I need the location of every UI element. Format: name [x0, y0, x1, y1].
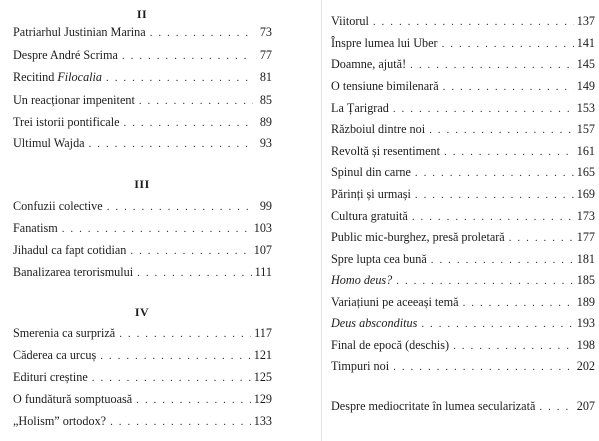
toc-entry[interactable] [331, 56, 595, 73]
toc-entry[interactable] [13, 114, 272, 131]
toc-entry-page: 207 [576, 399, 595, 413]
toc-entry[interactable] [13, 391, 272, 408]
toc-entry-title: Spre lupta cea bună [331, 252, 427, 266]
dot-leader [107, 199, 253, 216]
toc-entry-page: 121 [253, 348, 272, 362]
toc-entry-page: 181 [576, 252, 595, 266]
dot-leader [100, 348, 250, 365]
page-gutter [321, 0, 322, 441]
dot-leader [443, 79, 574, 96]
toc-entry[interactable] [331, 358, 595, 375]
dot-leader [442, 36, 574, 53]
dot-leader [444, 144, 574, 161]
dot-leader [453, 338, 574, 355]
toc-entry[interactable] [13, 69, 272, 86]
toc-entry-page: 77 [259, 48, 272, 62]
toc-entry-page: 153 [576, 101, 595, 115]
dot-leader [421, 316, 573, 333]
toc-entry-page: 85 [259, 93, 272, 107]
toc-entry[interactable] [331, 251, 595, 268]
toc-entry-page: 81 [259, 70, 272, 84]
toc-entry-title: Jihadul ca fapt cotidian [13, 243, 127, 257]
toc-entry[interactable] [13, 264, 272, 281]
toc-entry-page: 202 [576, 359, 595, 373]
toc-entry-title: Fanatism [13, 221, 58, 235]
dot-leader [415, 187, 574, 204]
toc-entry-page: 125 [253, 370, 272, 384]
toc-entry[interactable] [331, 315, 595, 332]
toc-entry-page: 149 [576, 79, 595, 93]
toc-entry-title: Deus absconditus [331, 316, 418, 330]
toc-entry[interactable] [331, 35, 595, 52]
toc-entry[interactable] [331, 272, 595, 289]
toc-entry[interactable] [13, 413, 272, 430]
toc-entry-title: Despre André Scrima [13, 48, 118, 62]
toc-entry-title: O tensiune bimilenară [331, 79, 439, 93]
toc-entry-title: La Țarigrad [331, 101, 389, 115]
dot-leader [412, 209, 574, 226]
toc-entry[interactable] [331, 208, 595, 225]
toc-entry-title: Confuzii colective [13, 199, 103, 213]
toc-entry-page: 198 [576, 338, 595, 352]
toc-entry-page: 193 [576, 316, 595, 330]
toc-entry[interactable] [13, 242, 272, 259]
toc-entry-page: 189 [576, 295, 595, 309]
toc-entry[interactable] [331, 100, 595, 117]
toc-entry[interactable] [331, 229, 595, 246]
toc-entry[interactable] [331, 143, 595, 160]
toc-entry-page: 165 [576, 165, 595, 179]
dot-leader [130, 243, 250, 260]
toc-entry-page: 185 [576, 273, 595, 287]
dot-leader [124, 115, 253, 132]
dot-leader [106, 70, 253, 87]
toc-entry[interactable] [331, 13, 595, 30]
toc-entry-title: Homo deus? [331, 273, 393, 287]
toc-entry[interactable] [331, 337, 595, 354]
toc-entry-title: Doamne, ajută! [331, 57, 407, 71]
toc-entry[interactable] [13, 220, 272, 237]
dot-leader [393, 101, 574, 118]
dot-leader [110, 414, 251, 431]
toc-entry-title: Revoltă și resentiment [331, 144, 440, 158]
section-heading-iii: III [134, 177, 150, 191]
toc-entry[interactable] [13, 47, 272, 64]
toc-entry-page: 89 [259, 115, 272, 129]
toc-entry-page: 157 [576, 122, 595, 136]
toc-entry-title: Smerenia ca surpriză [13, 326, 116, 340]
toc-entry-page: 73 [259, 25, 272, 39]
toc-entry-title: Cultura gratuită [331, 209, 408, 223]
dot-leader [509, 230, 574, 247]
toc-entry-title-italic: Filocalia [57, 70, 103, 84]
dot-leader [393, 359, 574, 376]
toc-entry[interactable] [13, 24, 272, 41]
dot-leader [396, 273, 573, 290]
toc-entry-page: 103 [253, 221, 272, 235]
toc-entry-title [13, 69, 102, 86]
toc-entry-title: Variațiuni pe aceeași temă [331, 295, 459, 309]
toc-entry-page: 145 [576, 57, 595, 71]
toc-entry-title: Final de epocă (deschis) [331, 338, 450, 352]
toc-entry[interactable] [13, 347, 272, 364]
toc-entry-title: Viitorul [331, 14, 369, 28]
toc-entry[interactable] [13, 198, 272, 215]
toc-entry-page: 117 [254, 326, 272, 340]
dot-leader [137, 265, 251, 282]
toc-entry[interactable] [331, 78, 595, 95]
toc-entry-title: „Holism” ortodox? [13, 414, 107, 428]
section-heading-ii: II [136, 7, 148, 21]
dot-leader [136, 392, 251, 409]
toc-entry-title: Războiul dintre noi [331, 122, 426, 136]
toc-entry-title: Un reacționar impenitent [13, 93, 135, 107]
toc-entry[interactable] [331, 164, 595, 181]
dot-leader [139, 93, 253, 110]
toc-entry[interactable] [331, 121, 595, 138]
toc-entry-page: 129 [253, 392, 272, 406]
toc-entry-title: Căderea ca urcuș [13, 348, 97, 362]
dot-leader [122, 48, 253, 65]
toc-entry[interactable] [13, 369, 272, 386]
toc-entry-page: 177 [576, 230, 595, 244]
dot-leader [373, 14, 574, 31]
dot-leader [89, 136, 253, 153]
toc-entry-title: Despre mediocritate în lumea secularizată [331, 399, 536, 413]
toc-entry-title: Banalizarea terorismului [13, 265, 134, 279]
toc-entry-page: 93 [259, 136, 272, 150]
toc-entry-page: 99 [259, 199, 272, 213]
toc-entry-title: Înspre lumea lui Uber [331, 36, 438, 50]
toc-entry-page: 169 [576, 187, 595, 201]
toc-entry-page: 173 [576, 209, 595, 223]
toc-entry-title: Spinul din carne [331, 165, 411, 179]
toc-entry-title: Părinți și urmași [331, 187, 411, 201]
toc-entry-title: Timpuri noi [331, 359, 390, 373]
toc-entry-page: 141 [576, 36, 595, 50]
dot-leader [539, 399, 573, 416]
toc-entry-title: Ultimul Wajda [13, 136, 85, 150]
toc-entry-page: 107 [253, 243, 272, 257]
toc-entry-title-prefix: Recitind [13, 70, 58, 84]
dot-leader [150, 25, 253, 42]
toc-entry-title: Edituri creștine [13, 370, 88, 384]
dot-leader [92, 370, 251, 387]
dot-leader [415, 165, 574, 182]
dot-leader [431, 252, 574, 269]
toc-entry-page: 111 [254, 265, 272, 279]
toc-entry-page: 137 [576, 14, 595, 28]
toc-entry[interactable] [331, 186, 595, 203]
toc-entry-page: 133 [253, 414, 272, 428]
dot-leader [463, 295, 574, 312]
toc-entry-title: Trei istorii pontificale [13, 115, 120, 129]
toc-entry[interactable] [13, 135, 272, 152]
section-heading-iv: IV [134, 305, 150, 319]
toc-entry[interactable] [13, 325, 272, 342]
dot-leader [410, 57, 574, 74]
toc-entry-page: 161 [576, 144, 595, 158]
toc-entry-closing[interactable] [331, 398, 595, 415]
toc-entry-title: O fundătură somptuoasă [13, 392, 133, 406]
toc-entry[interactable] [331, 294, 595, 311]
dot-leader [119, 326, 251, 343]
toc-entry-title: Patriarhul Justinian Marina [13, 25, 146, 39]
dot-leader [62, 221, 251, 238]
toc-entry-title: Public mic-burghez, presă proletară [331, 230, 505, 244]
dot-leader [429, 122, 574, 139]
toc-entry[interactable] [13, 92, 272, 109]
